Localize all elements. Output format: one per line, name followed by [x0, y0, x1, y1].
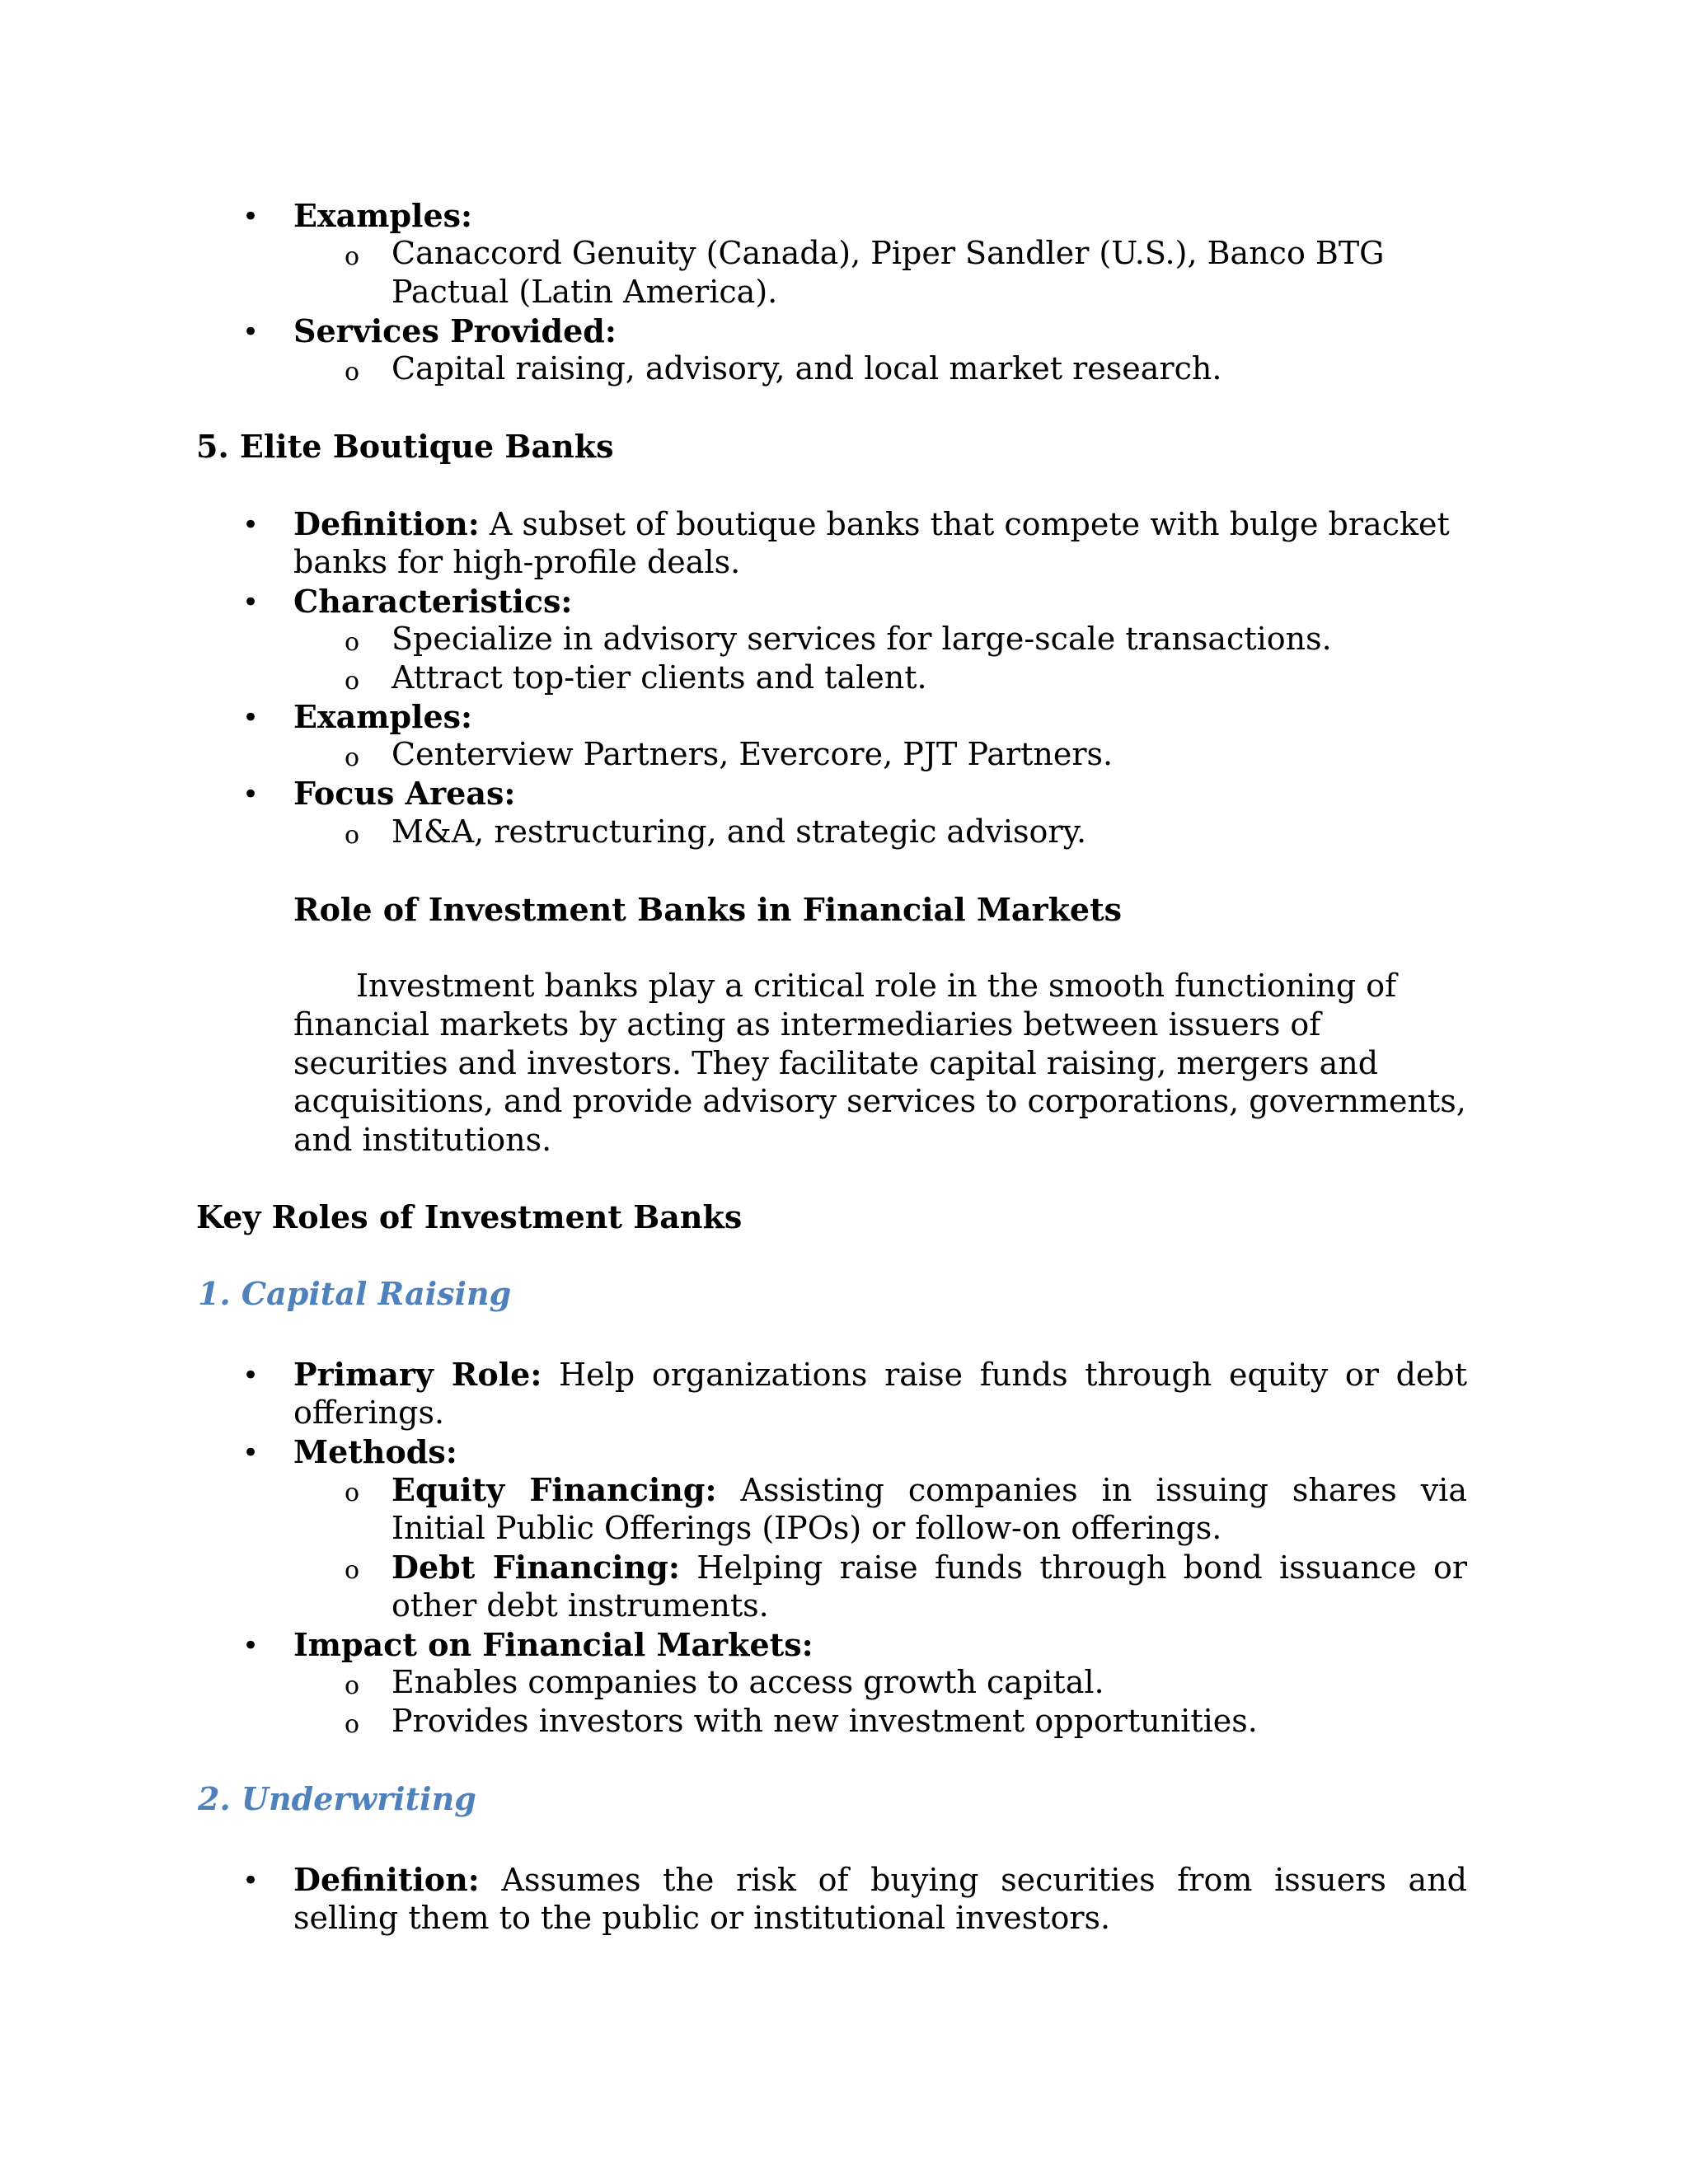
underwriting-definition-label: Definition: — [293, 1861, 480, 1898]
primary-role-text: Help organizations raise funds through equity or debt — [559, 1357, 1467, 1393]
list-item: Centerview Partners, Evercore, PJT Partners. — [392, 736, 1114, 772]
examples-label: Examples: — [293, 197, 473, 234]
bullet-glyph: • — [242, 701, 260, 734]
bullet-glyph: • — [242, 1359, 260, 1392]
definition-text: A subset of boutique banks that compete with bulge bracket — [479, 506, 1450, 542]
primary-role-text-line: offerings. — [293, 1394, 445, 1431]
impact-label: Impact on Financial Markets: — [293, 1626, 814, 1663]
list-item: Provides investors with new investment opportunities. — [392, 1703, 1258, 1739]
sub-bullet-glyph: o — [345, 821, 360, 850]
sub-bullet-glyph: o — [345, 358, 360, 387]
equity-financing-text-line: Initial Public Offerings (IPOs) or follow-on offerings. — [392, 1510, 1222, 1546]
paragraph-line: and institutions. — [293, 1122, 552, 1158]
paragraph-line: acquisitions, and provide advisory services to corporations, governments, — [293, 1083, 1466, 1119]
paragraph-line: financial markets by acting as intermediaries between issuers of — [293, 1006, 1321, 1043]
list-item: Attract top-tier clients and talent. — [392, 659, 927, 696]
bullet-glyph: • — [242, 1864, 260, 1897]
bullet-glyph: • — [242, 586, 260, 619]
debt-financing-label: Debt Financing: — [392, 1549, 680, 1586]
list-item: Specialize in advisory services for large-scale transactions. — [392, 621, 1332, 657]
debt-financing-line — [392, 1548, 1467, 1587]
definition-text-line: banks for high-profile deals. — [293, 544, 741, 580]
list-item: Enables companies to access growth capital. — [392, 1664, 1104, 1700]
sub-bullet-glyph: o — [345, 628, 360, 657]
sub-bullet-glyph: o — [345, 1671, 360, 1700]
section-heading: Role of Investment Banks in Financial Markets — [293, 891, 1123, 928]
primary-role-label: Primary Role: — [293, 1356, 542, 1393]
examples-label: Examples: — [293, 698, 473, 735]
bullet-glyph: • — [242, 1436, 260, 1469]
sub-bullet-glyph: o — [345, 1479, 360, 1507]
focus-label: Focus Areas: — [293, 775, 516, 812]
bullet-glyph: • — [242, 316, 260, 349]
debt-financing-text-line: other debt instruments. — [392, 1587, 769, 1624]
definition-line — [293, 504, 1450, 544]
list-item: M&A, restructuring, and strategic advisory. — [392, 813, 1087, 850]
bullet-glyph: • — [242, 200, 260, 233]
definition-label: Definition: — [293, 505, 480, 542]
bullet-glyph: • — [242, 778, 260, 811]
subsection-heading: 1. Capital Raising — [198, 1275, 512, 1312]
sub-bullet-glyph: o — [345, 1556, 360, 1585]
sub-bullet-glyph: o — [345, 242, 360, 271]
paragraph-line: Investment banks play a critical role in the smooth functioning of — [356, 968, 1397, 1004]
services-label: Services Provided: — [293, 312, 617, 349]
section-heading: 5. Elite Boutique Banks — [196, 428, 614, 465]
underwriting-definition-text-line: selling them to the public or institutional investors. — [293, 1900, 1111, 1936]
examples-text-line: Pactual (Latin America). — [392, 274, 778, 310]
sub-bullet-glyph: o — [345, 1710, 360, 1739]
debt-financing-text: Helping raise funds through bond issuance or — [696, 1549, 1467, 1586]
bullet-glyph: • — [242, 1629, 260, 1662]
characteristics-label: Characteristics: — [293, 583, 573, 620]
equity-financing-label: Equity Financing: — [392, 1471, 717, 1508]
examples-text-line: Canaccord Genuity (Canada), Piper Sandler (U.S.), Banco BTG — [392, 235, 1385, 271]
paragraph-line: securities and investors. They facilitate capital raising, mergers and — [293, 1045, 1379, 1081]
underwriting-definition-line — [293, 1860, 1467, 1900]
underwriting-definition-text: Assumes the risk of buying securities from issuers and — [501, 1862, 1467, 1898]
methods-label: Methods: — [293, 1433, 457, 1470]
bullet-glyph: • — [242, 509, 260, 541]
equity-financing-text: Assisting companies in issuing shares via — [740, 1472, 1467, 1508]
equity-financing-line — [392, 1470, 1467, 1510]
subsection-heading: 2. Underwriting — [198, 1780, 476, 1817]
services-text: Capital raising, advisory, and local market research. — [392, 350, 1222, 387]
section-heading: Key Roles of Investment Banks — [196, 1198, 743, 1235]
sub-bullet-glyph: o — [345, 667, 360, 696]
primary-role-line — [293, 1355, 1467, 1394]
sub-bullet-glyph: o — [345, 743, 360, 772]
